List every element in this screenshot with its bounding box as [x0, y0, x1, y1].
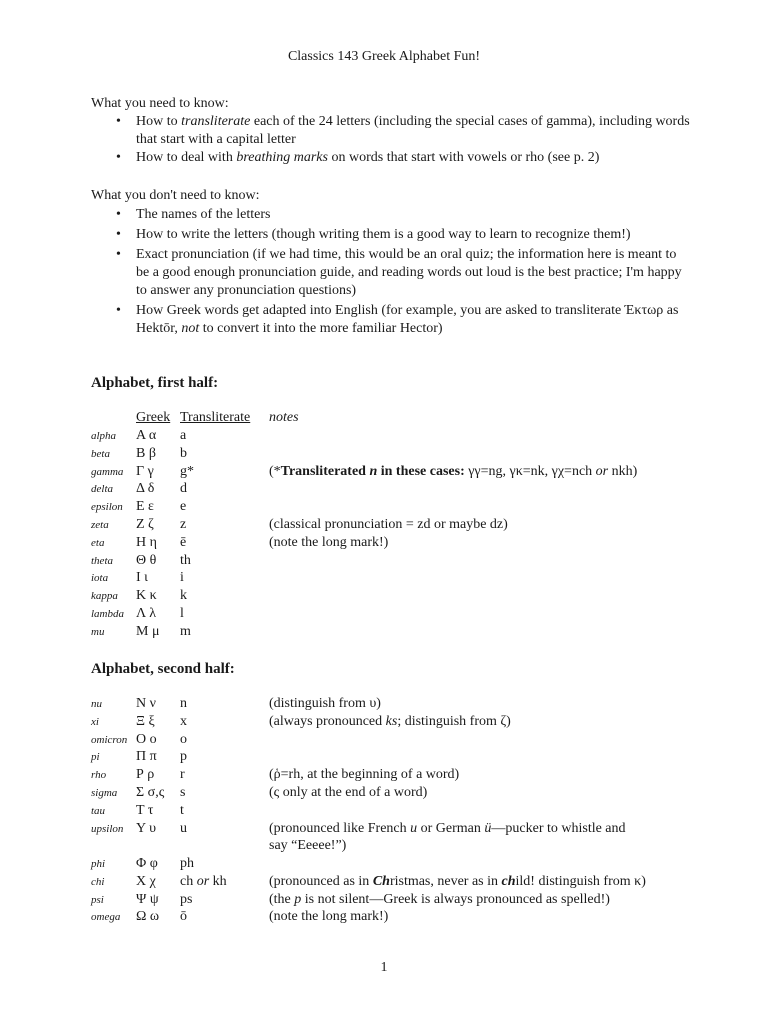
letter-name: omicron — [91, 733, 128, 746]
letter-name: chi — [91, 875, 105, 888]
greek-letters: Ν ν — [136, 696, 156, 711]
transliteration: ph — [180, 855, 194, 871]
greek-letters: Ξ ξ — [136, 713, 155, 729]
letter-name: zeta — [91, 519, 109, 531]
page-title: Classics 143 Greek Alphabet Fun! — [287, 49, 481, 64]
greek-letters: Θ θ — [136, 552, 157, 568]
header-greek: Greek — [136, 410, 171, 425]
greek-letters: Λ λ — [136, 606, 157, 621]
letter-name: psi — [91, 893, 104, 906]
transliteration: l — [180, 606, 184, 621]
greek-letters: Β β — [136, 445, 156, 461]
transliteration: r — [180, 767, 185, 783]
letter-name: kappa — [91, 590, 118, 603]
letter-name: tau — [91, 804, 106, 817]
transliteration: a — [180, 428, 187, 443]
transliteration: ch or kh — [180, 873, 227, 889]
transliteration: d — [180, 481, 187, 497]
page-number: 1 — [380, 960, 388, 975]
need-item-1: • How to transliterate each of the 24 letters (including the special cases of gamma), including words that start with a capital letter — [116, 114, 690, 147]
need-to-know-section — [91, 95, 691, 167]
letter-note: (*Transliterated n in these cases: γγ=ng, γκ=nk, γχ=nch or nkh) — [269, 463, 638, 479]
header-notes: notes — [269, 410, 299, 425]
transliteration: ps — [180, 891, 193, 907]
transliteration: k — [180, 588, 187, 604]
letter-note: (always pronounced ks; distinguish from ζ) — [269, 713, 511, 729]
letter-note: (pronounced like French u or German ü—pucker to whistle and — [269, 820, 626, 836]
transliteration: ē — [180, 534, 187, 550]
letter-name: rho — [91, 769, 107, 782]
transliteration: b — [180, 445, 187, 461]
transliteration: x — [180, 713, 187, 729]
letter-note: (ῥ=rh, at the beginning of a word) — [269, 767, 460, 783]
letter-note: (note the long mark!) — [269, 909, 389, 925]
greek-letters: Ο ο — [136, 731, 157, 747]
letter-name: sigma — [91, 787, 118, 799]
transliteration: m — [180, 623, 191, 639]
greek-letters: Ι ι — [136, 570, 148, 586]
greek-letters: Μ μ — [136, 623, 160, 639]
transliteration: o — [180, 731, 187, 747]
greek-letters: Ρ ρ — [136, 767, 155, 783]
dont-need-item-4: • How Greek words get adapted into English (for example, you are asked to transliterate Έκτωρ as Hektōr, not to convert it into the more familiar Hector) — [116, 303, 679, 336]
greek-letters: Ω ω — [136, 909, 160, 925]
transliteration: p — [180, 749, 187, 765]
transliteration: g* — [180, 463, 194, 479]
greek-letters: Γ γ — [136, 463, 154, 479]
letter-name: pi — [91, 751, 100, 764]
dont-need-lead: What you don't need to know: — [91, 188, 260, 203]
greek-letters: Σ σ,ς — [136, 785, 165, 800]
letter-name: iota — [91, 572, 109, 585]
transliteration: z — [180, 517, 187, 532]
letter-name: upsilon — [91, 822, 124, 835]
letter-name: xi — [91, 715, 99, 728]
letter-name: delta — [91, 483, 113, 496]
greek-letters: Ζ ζ — [136, 517, 154, 532]
dont-need-item-2: • How to write the letters (though writing them is a good way to learn to recognize them!) — [116, 227, 631, 242]
letter-name: nu — [91, 698, 102, 710]
transliteration: u — [180, 820, 187, 836]
dont-need-item-3: • Exact pronunciation (if we had time, this would be an oral quiz; the information here is meant to be a good enough pronunciation guide, and reading words out loud is the best practice; I'm happy to answer any pronunciation questions) — [116, 247, 682, 298]
letter-note: (ς only at the end of a word) — [269, 785, 428, 800]
letter-note: (pronounced as in Christmas, never as in child! distinguish from κ) — [269, 873, 646, 889]
greek-letters: Α α — [136, 428, 157, 443]
dont-need-item-1: • The names of the letters — [116, 207, 271, 222]
dont-need-section — [91, 187, 691, 338]
transliteration: e — [180, 499, 187, 515]
letter-note-continued: say “Eeeee!”) — [269, 838, 347, 854]
letter-name: mu — [91, 625, 105, 638]
letter-note: (the p is not silent—Greek is always pronounced as spelled!) — [269, 891, 610, 907]
greek-letters: Δ δ — [136, 481, 155, 497]
need-item-2: • How to deal with breathing marks on words that start with vowels or rho (see p. 2) — [116, 150, 600, 165]
header-transliterate: Transliterate — [180, 410, 251, 425]
greek-letters: Φ φ — [136, 855, 158, 871]
greek-letters: Η η — [136, 534, 157, 550]
letter-note: (distinguish from υ) — [269, 696, 381, 711]
transliteration: n — [180, 696, 187, 711]
transliteration: t — [180, 802, 184, 818]
letter-name: eta — [91, 536, 105, 549]
greek-letters: Χ χ — [136, 873, 156, 889]
need-to-know-lead: What you need to know: — [91, 96, 229, 111]
letter-name: phi — [91, 857, 106, 870]
second-half-heading: Alphabet, second half: — [91, 661, 235, 677]
letter-name: gamma — [91, 465, 124, 478]
letter-note: (classical pronunciation = zd or maybe dz) — [269, 517, 508, 532]
letter-name: omega — [91, 911, 121, 924]
letter-name: lambda — [91, 608, 124, 620]
letter-name: epsilon — [91, 501, 123, 514]
greek-letters: Ε ε — [136, 499, 154, 515]
transliteration: i — [180, 570, 184, 586]
greek-letters: Π π — [136, 749, 157, 765]
greek-letters: Τ τ — [136, 802, 154, 818]
letter-name: beta — [91, 447, 110, 460]
letter-name: theta — [91, 554, 113, 567]
letter-note: (note the long mark!) — [269, 534, 389, 550]
first-half-heading: Alphabet, first half: — [91, 375, 219, 391]
greek-letters: Υ υ — [136, 820, 157, 836]
greek-letters: Ψ ψ — [136, 891, 159, 907]
letter-name: alpha — [91, 430, 117, 442]
transliteration: th — [180, 552, 191, 568]
transliteration: s — [180, 785, 186, 800]
greek-letters: Κ κ — [136, 588, 157, 604]
transliteration: ō — [180, 909, 187, 925]
